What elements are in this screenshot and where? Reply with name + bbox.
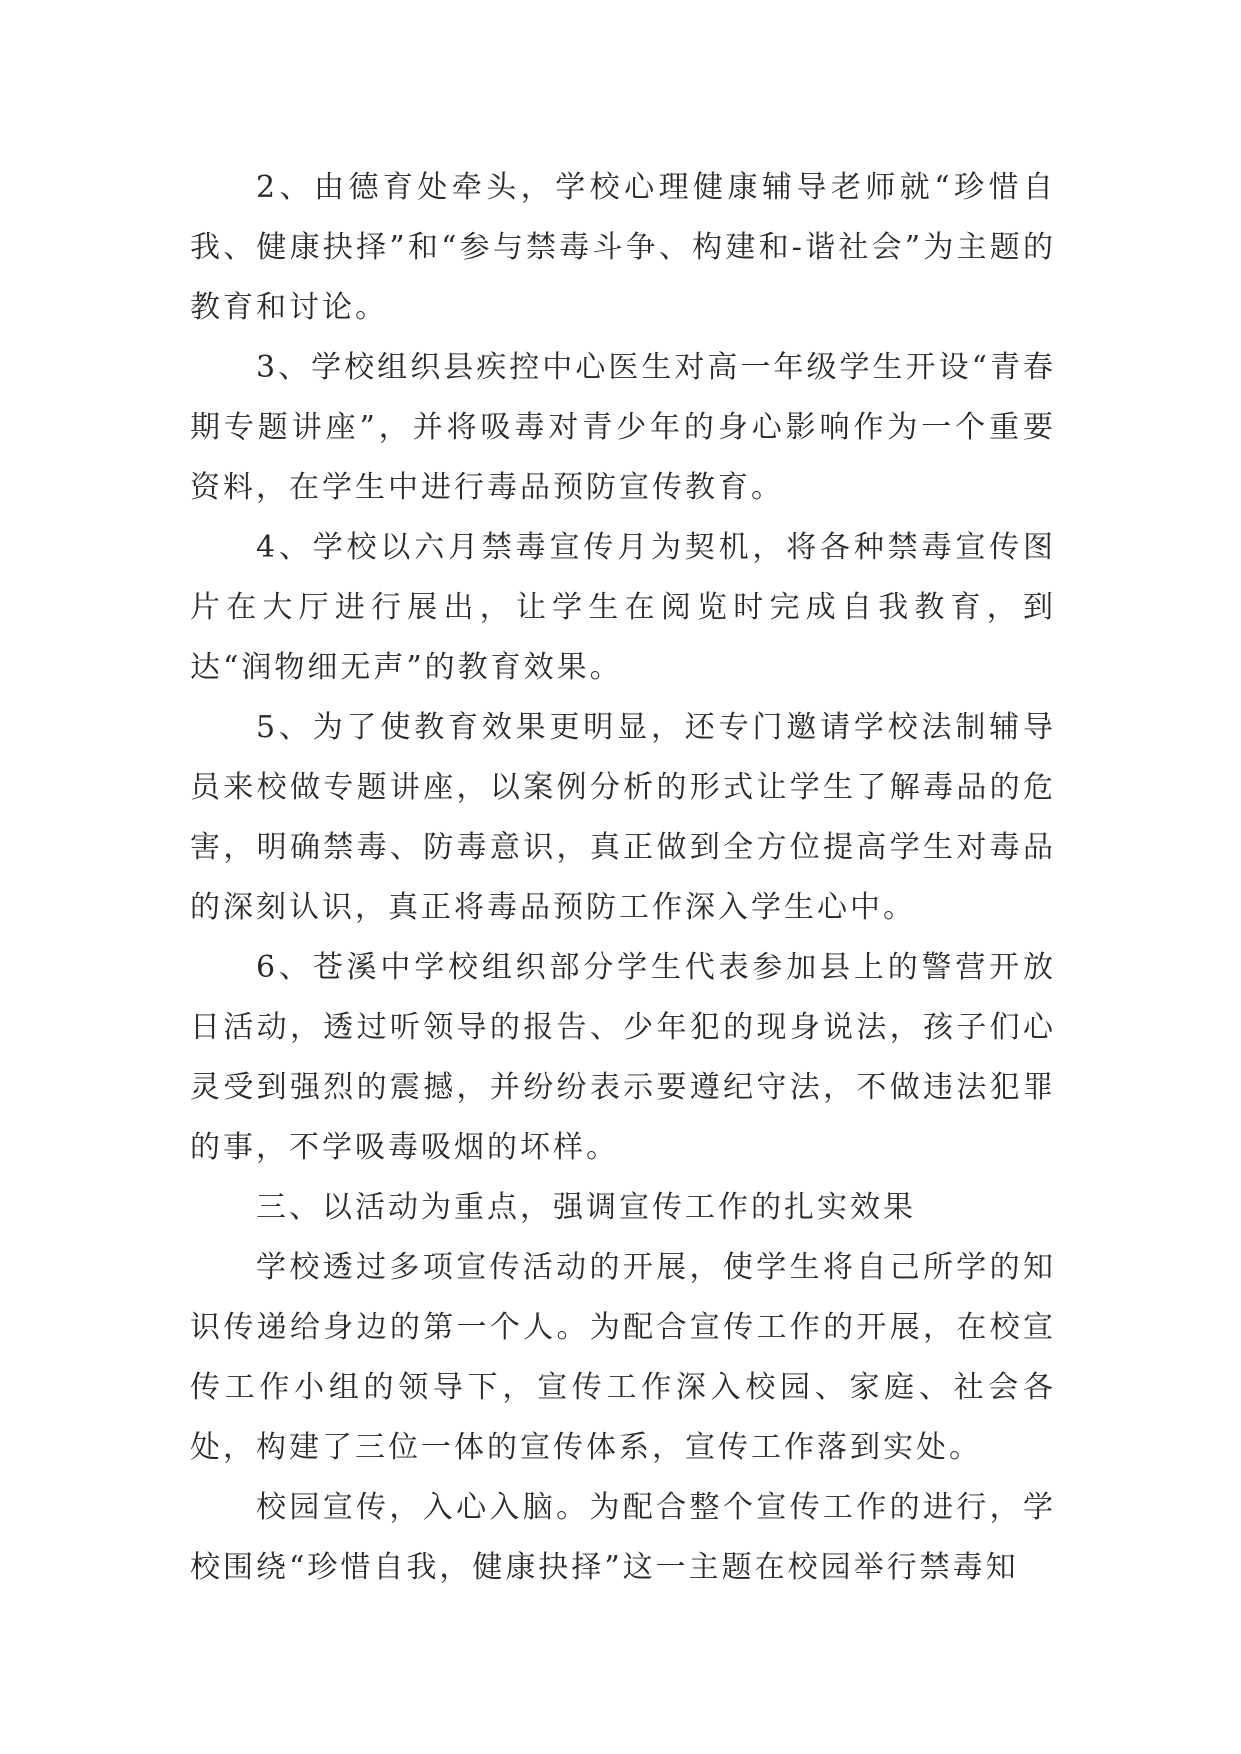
paragraph-item-6: 6、苍溪中学校组织部分学生代表参加县上的警营开放日活动，透过听领导的报告、少年犯的现身说法，孩子们心灵受到强烈的震撼，并纷纷表示要遵纪守法，不做违法犯罪的事，不学吸毒吸烟的坏样。	[190, 950, 1056, 1165]
paragraph-campus-publicity: 校园宣传，入心入脑。为配合整个宣传工作的进行，学校围绕“珍惜自我，健康抉择”这一主题在校园举行禁毒知	[190, 1490, 1056, 1585]
paragraph-item-4: 4、学校以六月禁毒宣传月为契机，将各种禁毒宣传图片在大厅进行展出，让学生在阅览时完成自我教育，到达“润物细无声”的教育效果。	[190, 530, 1056, 685]
paragraph-section-intro: 学校透过多项宣传活动的开展，使学生将自己所学的知识传递给身边的第一个人。为配合宣传工作的开展，在校宣传工作小组的领导下，宣传工作深入校园、家庭、社会各处，构建了三位一体的宣传体系，宣传工作落到实处。	[190, 1250, 1056, 1465]
section-heading-three: 三、以活动为重点，强调宣传工作的扎实效果	[256, 1190, 916, 1225]
document-body	[190, 158, 1056, 1598]
paragraph-item-5: 5、为了使教育效果更明显，还专门邀请学校法制辅导员来校做专题讲座，以案例分析的形式让学生了解毒品的危害，明确禁毒、防毒意识，真正做到全方位提高学生对毒品的深刻认识，真正将毒品预防工作深入学生心中。	[190, 710, 1056, 925]
paragraph-item-2: 2、由德育处牵头，学校心理健康辅导老师就“珍惜自我、健康抉择”和“参与禁毒斗争、构建和-谐社会”为主题的教育和讨论。	[190, 170, 1056, 325]
paragraph-item-3: 3、学校组织县疾控中心医生对高一年级学生开设“青春期专题讲座”，并将吸毒对青少年的身心影响作为一个重要资料，在学生中进行毒品预防宣传教育。	[190, 350, 1056, 505]
